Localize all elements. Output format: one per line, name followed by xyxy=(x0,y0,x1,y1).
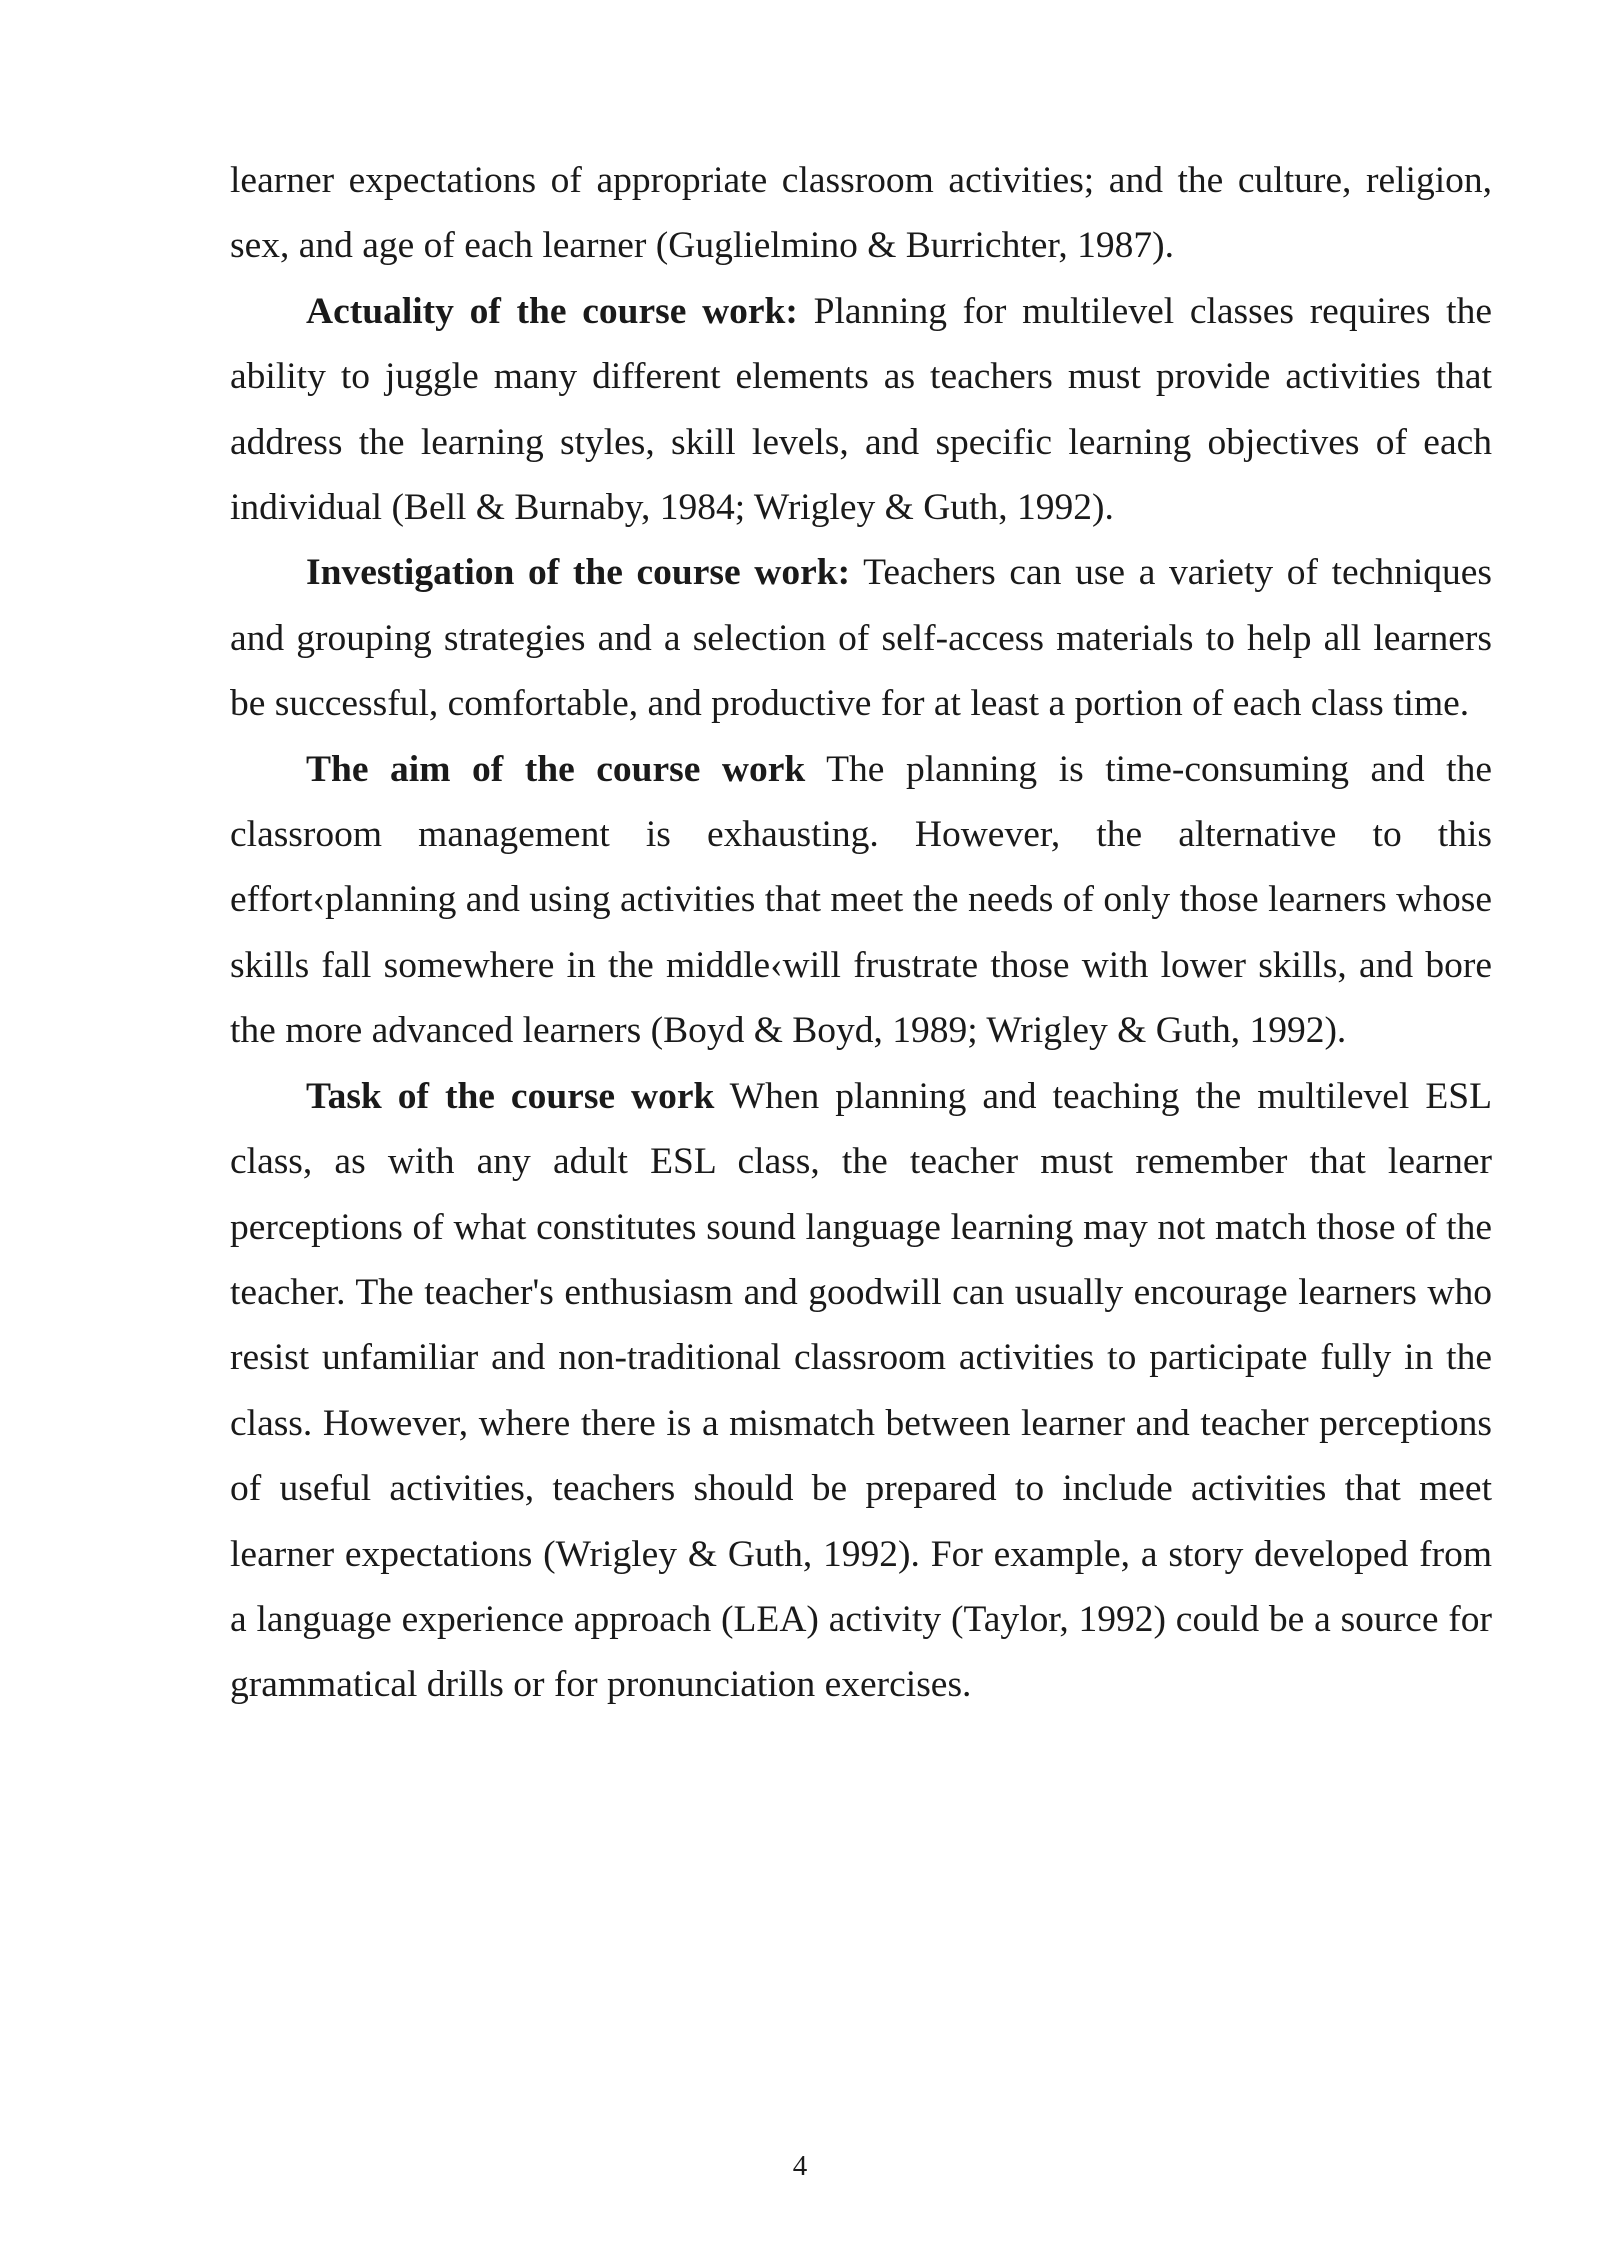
document-page xyxy=(230,148,1492,1718)
paragraph-text: When planning and teaching the multilevel ESL class, as with any adult ESL class, the teacher must remember that learner perceptions of what constitutes sound language learning may not match those of the teacher. The teacher's enthusiasm and goodwill can usually encourage learners who resist unfamiliar and non-traditional classroom activities to participate fully in the class. However, where there is a mismatch between learner and teacher perceptions of useful activities, teachers should be prepared to include activities that meet learner expectations (Wrigley & Guth, 1992). For example, a story developed from a language experience approach (LEA) activity (Taylor, 1992) could be a source for grammatical drills or for pronunciation exercises. xyxy=(230,1075,1492,1706)
paragraph-task xyxy=(230,1064,1492,1718)
paragraph-investigation xyxy=(230,540,1492,736)
paragraph-actuality xyxy=(230,279,1492,541)
paragraph-text: Teachers can use a variety of techniques and grouping strategies and a selection of self-access materials to help all learners be successful, comfortable, and productive for at least a portion of each class time. xyxy=(230,552,1492,725)
paragraph-continuation xyxy=(230,148,1492,279)
page-number: 4 xyxy=(792,2150,808,2182)
paragraph-text: learner expectations of appropriate classroom activities; and the culture, religion, sex, and age of each learner (Guglielmino & Burrichter, 1987). xyxy=(230,160,1492,267)
section-heading-aim: The aim of the course work xyxy=(306,748,806,790)
paragraph-text: Planning for multilevel classes requires the ability to juggle many different elements as teachers must provide activities that address the learning styles, skill levels, and specific learning objectives of each individual (Bell & Burnaby, 1984; Wrigley & Guth, 1992). xyxy=(230,290,1492,529)
section-heading-task: Task of the course work xyxy=(306,1075,715,1117)
section-heading-investigation: Investigation of the course work: xyxy=(306,552,851,594)
paragraph-text: The planning is time-consuming and the classroom management is exhausting. However, the alternative to this effort‹planning and using activities that meet the needs of only those learners whose skills fall somewhere in the middle‹will frustrate those with lower skills, and bore the more advanced learners (Boyd & Boyd, 1989; Wrigley & Guth, 1992). xyxy=(230,748,1492,1052)
paragraph-aim xyxy=(230,737,1492,1064)
section-heading-actuality: Actuality of the course work: xyxy=(306,290,798,332)
